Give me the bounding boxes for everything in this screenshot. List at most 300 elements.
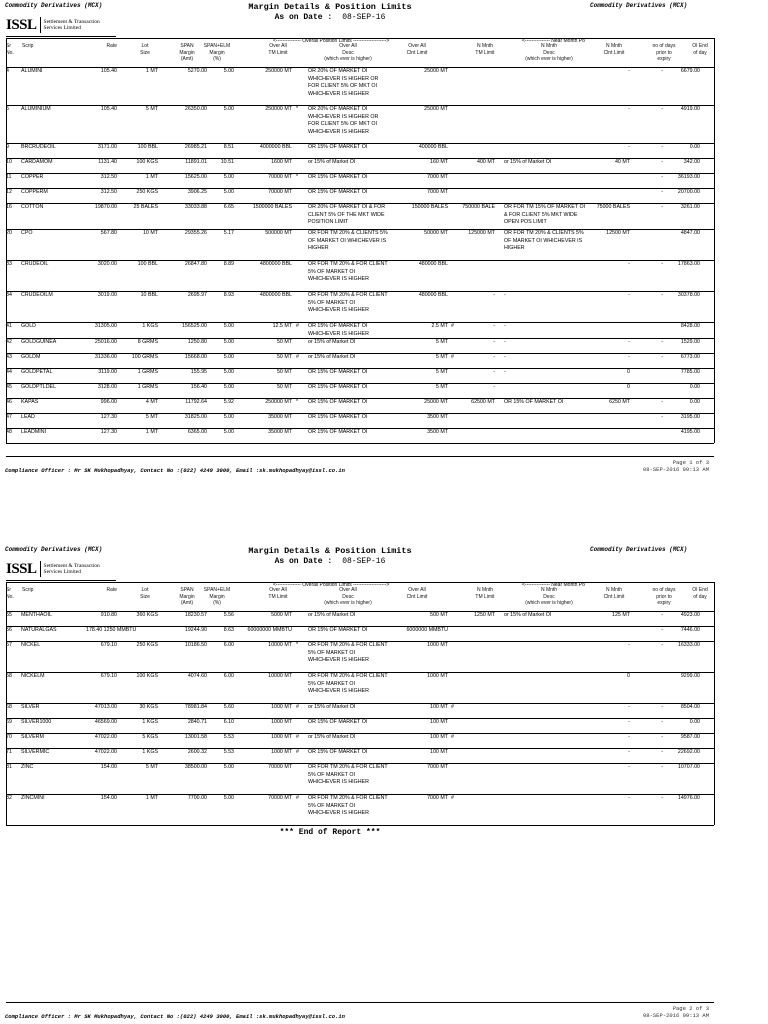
cell-oi: 8504.00 — [680, 704, 700, 710]
table-row — [6, 763, 714, 795]
cell-nmclnt: - — [628, 704, 630, 710]
cell-clnt: 7000 MT — [427, 189, 448, 195]
cell-scrip: COPPERM — [21, 189, 48, 195]
column-header-line: Lot — [141, 587, 149, 593]
column-header-line: N Mnth — [540, 587, 558, 593]
cell-days: - — [661, 159, 663, 165]
cell-rate: 47022.00 — [94, 749, 117, 755]
cell-span: 38500.00 — [184, 764, 207, 770]
cell-sr: 55 — [6, 612, 12, 618]
column-header-line: Margin — [179, 49, 195, 56]
cell-tm: 1000 MT — [271, 749, 292, 755]
cell-sr: 47 — [6, 414, 12, 420]
cell-tm: 250000 MT — [265, 106, 292, 112]
cell-sr: 57 — [6, 642, 12, 648]
cell-spanelm: 5.92 — [223, 399, 234, 405]
cell-tm: 35000 MT — [268, 414, 292, 420]
table-row — [6, 641, 714, 673]
cell-clnt: 5 MT — [435, 339, 448, 345]
cell-rate: 46569.00 — [94, 719, 117, 725]
cell-sr: 71 — [6, 749, 12, 755]
cell-rate: 3019.00 — [97, 292, 117, 298]
column-header-oi — [686, 43, 714, 56]
column-header-nm-tm — [466, 43, 504, 56]
cell-span: 15625.00 — [184, 174, 207, 180]
cell-rate: 312.50 — [100, 174, 117, 180]
cell-rate: 3119.00 — [98, 369, 117, 375]
cell-days: - — [661, 734, 663, 740]
table-row — [6, 368, 714, 384]
cell-span: 2695.97 — [187, 292, 207, 298]
logo-line-2: Services Limited — [43, 25, 81, 31]
cell-tm: 50 MT — [276, 369, 292, 375]
cell-tm: 4800000 BBL — [259, 261, 292, 267]
logo-mark: ISSL — [6, 560, 37, 577]
cell-clnt: 1000 MT — [427, 642, 448, 648]
cell-nmclnt: 0 — [627, 673, 630, 679]
cell-spanelm: 5.00 — [223, 384, 234, 390]
column-header-rate — [86, 587, 117, 594]
cell-scrip: GOLDGUINEA — [21, 339, 57, 345]
cell-scrip: SILVERM — [21, 734, 44, 740]
cell-scrip: GOLDPTLDEL — [21, 384, 57, 390]
cell-flag: * — [296, 399, 299, 405]
cell-days: - — [661, 627, 663, 633]
cell-nmdesc: OR 15% OF MARKET OI — [504, 399, 564, 405]
cell-sr: 44 — [6, 369, 12, 375]
cell-days: - — [661, 174, 663, 180]
cell-span: 2840.71 — [187, 719, 207, 725]
cell-clnt: 5 MT — [435, 384, 448, 390]
table-row — [6, 143, 714, 159]
cell-spanelm: 5.17 — [223, 230, 234, 236]
cell-nmtm: - — [493, 369, 495, 375]
column-header-line: SPAN+ELM — [203, 587, 231, 593]
column-header-nm-desc — [500, 587, 598, 607]
cell-days: - — [661, 292, 663, 298]
cell-nmtm: - — [493, 354, 495, 360]
cell-nmclnt: 125 MT — [612, 612, 630, 618]
cell-oi: 7785.00 — [680, 369, 700, 375]
table-row — [6, 67, 714, 106]
cell-lot: 5 MT — [145, 106, 158, 112]
table-right-border — [714, 38, 715, 443]
column-header-scrip — [22, 43, 62, 50]
cell-span: 26350.00 — [184, 106, 207, 112]
column-header-line: Over All — [408, 587, 426, 593]
cell-oi: 22692.00 — [677, 749, 700, 755]
cell-oi: 6679.00 — [680, 68, 700, 74]
page-number — [600, 459, 709, 473]
cell-tm: 5000 MT — [271, 612, 292, 618]
cell-spanelm: 5.60 — [223, 704, 234, 710]
cell-desc: OR FOR TM 20% & FOR CLIENT 5% OF MARKET OI WHICHEVER IS HIGHER — [308, 673, 388, 694]
logo-line-1: Settlement & Transaction — [43, 19, 100, 25]
cell-scrip: NICKELM — [21, 673, 45, 679]
cell-flag: # — [296, 323, 299, 329]
cell-sr: 42 — [6, 339, 12, 345]
column-header-line: OI End — [692, 587, 708, 593]
exchange-label-right: Commodity Derivatives (MCX) — [590, 2, 688, 9]
cell-desc: OR 20% OF MARKET OI WHICHEVER IS HIGHER OR FOR CLIENT 5% OF MKT OI WHICHEVER IS HIGHER — [308, 106, 379, 135]
column-header-line: Clnt Limit — [603, 593, 625, 600]
report-page-2 — [0, 544, 768, 1024]
print-timestamp: 08-SEP-2016 09:13 AM — [642, 1012, 709, 1019]
cell-scrip: CRUDEOILM — [21, 292, 53, 298]
cell-lot: 1 MT — [145, 429, 158, 435]
cell-days: - — [661, 704, 663, 710]
column-header-line: Clnt Limit — [406, 593, 428, 600]
cell-tm: 60000000 MMBTU — [247, 627, 292, 633]
page-number-text: Page 1 of 3 — [672, 459, 709, 466]
cell-scrip: COPPER — [21, 174, 44, 180]
column-header-line: SPAN+ELM — [203, 43, 231, 49]
exchange-label-right: Commodity Derivatives (MCX) — [590, 546, 688, 553]
cell-nmdesc: or 15% of Market OI — [504, 612, 552, 618]
cell-clnt: 25000 MT — [424, 399, 448, 405]
table-row — [6, 794, 714, 826]
column-header-nm-tm — [466, 587, 504, 600]
cell-spanelm: 6.65 — [223, 204, 234, 210]
column-header-line: TM Limit — [268, 593, 288, 600]
cell-clnt: 150000 BALES — [411, 204, 448, 210]
cell-rate: 105.40 — [100, 106, 117, 112]
cell-flag: * — [296, 642, 299, 648]
cell-oi: 4847.00 — [680, 230, 700, 236]
cell-spanelm: 5.00 — [223, 189, 234, 195]
cell-nmclnt: - — [628, 68, 630, 74]
cell-scrip: LEADMINI — [21, 429, 47, 435]
cell-rate: 996.00 — [100, 399, 117, 405]
cell-lot: 250 KGS — [136, 642, 158, 648]
cell-sr: 82 — [6, 795, 12, 801]
column-header-line: N Mnth — [540, 43, 558, 49]
cell-desc: or 15% of Market OI — [308, 704, 356, 710]
cell-lot: 4 MT — [145, 399, 158, 405]
column-header-nm-clnt — [592, 43, 636, 56]
column-header-line: of day — [693, 49, 707, 56]
cell-oi: 1529.00 — [680, 339, 700, 345]
column-header-tm-limit — [258, 587, 298, 600]
table-row — [6, 338, 714, 354]
cell-clflag: # — [451, 354, 454, 360]
cell-nmdesc: - — [504, 323, 506, 329]
column-header-line: (which ever is higher) — [324, 600, 372, 606]
cell-rate: 127.30 — [100, 429, 117, 435]
cell-nmclnt: 0 — [627, 369, 630, 375]
cell-span: 2600.32 — [187, 749, 207, 755]
cell-nmtm: 400 MT — [477, 159, 495, 165]
column-header-days — [640, 43, 688, 63]
cell-desc: OR 20% OF MARKET OI & FOR CLIENT 5% OF THE MKT WIDE POSITION LIMIT — [308, 204, 386, 225]
cell-span: 78981.84 — [184, 704, 207, 710]
cell-clnt: 500 MT — [430, 612, 448, 618]
cell-tm: 50 MT — [276, 339, 292, 345]
cell-spanelm: 5.00 — [223, 323, 234, 329]
cell-days: - — [661, 68, 663, 74]
cell-span: 10186.50 — [184, 642, 207, 648]
cell-tm: 500000 MT — [265, 230, 292, 236]
table-row — [6, 611, 714, 627]
cell-sr: 33 — [6, 261, 12, 267]
cell-spanelm: 5.00 — [223, 795, 234, 801]
logo-line-1: Settlement & Transaction — [43, 563, 100, 569]
cell-rate: 679.10 — [100, 673, 117, 679]
cell-desc: OR 15% OF MARKET OI — [308, 189, 368, 195]
cell-nmclnt: - — [628, 749, 630, 755]
column-header-line: Margin — [179, 593, 195, 600]
issl-logo — [6, 558, 116, 581]
cell-span: 19244.90 — [184, 627, 207, 633]
column-header-line: TM Limit — [475, 593, 495, 600]
cell-rate: 154.00 — [100, 795, 117, 801]
cell-tm: 1600 MT — [271, 159, 292, 165]
cell-flag: # — [296, 734, 299, 740]
cell-spanelm: 5.00 — [223, 68, 234, 74]
cell-desc: or 15% of Market OI — [308, 612, 356, 618]
cell-rate: 1131.40 — [98, 159, 117, 165]
cell-rate: 154.00 — [100, 764, 117, 770]
cell-tm: 10000 MT — [268, 673, 292, 679]
table-row — [6, 260, 714, 292]
logo-text — [44, 563, 100, 575]
cell-days: - — [661, 339, 663, 345]
cell-desc: OR 15% OF MARKET OI WHICHEVER IS HIGHER — [308, 323, 369, 337]
table-row — [6, 158, 714, 174]
cell-nmtm: 1250 MT — [474, 612, 495, 618]
cell-sr: 43 — [6, 354, 12, 360]
cell-sr: 45 — [6, 384, 12, 390]
cell-nmtm: - — [493, 384, 495, 390]
cell-rate: 3128.00 — [97, 384, 117, 390]
cell-days: - — [661, 204, 663, 210]
cell-desc: OR 15% OF MARKET OI — [308, 369, 368, 375]
cell-sr: 20 — [6, 230, 12, 236]
cell-flag: * — [296, 174, 299, 180]
column-header-overall-desc — [300, 43, 396, 63]
cell-spanelm: 8.93 — [223, 292, 234, 298]
table-row — [6, 173, 714, 189]
column-header-line: (which ever is higher) — [525, 56, 573, 62]
cell-tm: 10000 MT — [268, 642, 292, 648]
footer-divider — [6, 1002, 714, 1003]
cell-desc: OR FOR TM 20% & CLIENTS 5% OF MARKET OI WHICHEVER IS HIGHER — [308, 230, 388, 251]
cell-scrip: CRUDEOIL — [21, 261, 49, 267]
cell-spanelm: 6.10 — [223, 719, 234, 725]
table-row — [6, 428, 714, 444]
table-row — [6, 383, 714, 399]
cell-oi: 0.00 — [689, 719, 700, 725]
cell-oi: 4195.00 — [680, 429, 700, 435]
column-header-line: (Amt) — [180, 600, 194, 606]
column-header-line: OI End — [692, 43, 708, 49]
cell-oi: 3261.00 — [680, 204, 700, 210]
cell-tm: 250000 MT — [265, 399, 292, 405]
column-header-line: Over All — [269, 587, 287, 593]
column-header-line: N Mnth — [476, 587, 494, 593]
cell-desc: or 15% of Market OI — [308, 159, 356, 165]
cell-days: - — [661, 764, 663, 770]
cell-clnt: 2.5 MT — [431, 323, 448, 329]
cell-nmdesc: OR FOR TM 15% OF MARKET OI & FOR CLIENT 5% MKT WIDE OPEN POS LIMIT — [504, 204, 586, 225]
column-header-span — [172, 587, 202, 607]
cell-span: 156.40 — [190, 384, 207, 390]
cell-nmclnt: - — [628, 144, 630, 150]
column-header-line: Over All — [269, 43, 287, 49]
cell-desc: OR 15% OF MARKET OI — [308, 749, 368, 755]
column-header-line: SPAN — [180, 587, 194, 593]
cell-scrip: ZINC — [21, 764, 34, 770]
cell-scrip: MENTHAOIL — [21, 612, 52, 618]
cell-nmclnt: - — [628, 642, 630, 648]
column-header-sr — [6, 587, 20, 600]
cell-span: 15668.00 — [184, 354, 207, 360]
cell-clflag: # — [451, 734, 454, 740]
cell-lot: 1 GRMS — [137, 384, 158, 390]
cell-sr: 68 — [6, 704, 12, 710]
cell-desc: or 15% of Market OI — [308, 354, 356, 360]
cell-nmdesc: OR FOR TM 20% & CLIENTS 5% OF MARKET OI WHICHEVER IS HIGHER — [504, 230, 584, 251]
cell-sr: 12 — [6, 189, 12, 195]
column-header-lot — [130, 43, 160, 56]
cell-rate: 47013.00 — [94, 704, 117, 710]
cell-oi: 9299.00 — [680, 673, 700, 679]
cell-oi: 16333.00 — [677, 642, 700, 648]
cell-oi: 10707.00 — [677, 764, 700, 770]
cell-sr: 10 — [6, 159, 12, 165]
column-header-sr — [6, 43, 20, 56]
cell-days: - — [661, 719, 663, 725]
cell-scrip: CARDAMOM — [21, 159, 53, 165]
logo-text — [44, 19, 100, 31]
cell-spanelm: 5.00 — [223, 174, 234, 180]
cell-lot: 1 KGS — [142, 749, 158, 755]
column-header-line: Desc — [543, 593, 555, 600]
cell-tm: 4000000 BBL — [259, 144, 292, 150]
cell-oi: 7446.00 — [680, 627, 700, 633]
column-header-line: Rate — [106, 43, 117, 49]
cell-nmtm: 125000 MT — [468, 230, 495, 236]
cell-nmclnt: 12500 MT — [606, 230, 630, 236]
cell-nmdesc: - — [504, 369, 506, 375]
cell-nmtm: - — [493, 292, 495, 298]
column-header-line: SPAN — [180, 43, 194, 49]
cell-scrip: COTTON — [21, 204, 44, 210]
cell-clnt: 100 MT — [430, 749, 448, 755]
near-month-group-label: <--------------- Near Month Po — [522, 38, 585, 44]
table-row — [6, 203, 714, 230]
cell-flag: # — [296, 704, 299, 710]
cell-clflag: # — [451, 323, 454, 329]
cell-desc: or 15% of Market OI — [308, 339, 356, 345]
column-header-rate — [86, 43, 117, 50]
table-row — [6, 291, 714, 323]
column-header-days — [640, 587, 688, 607]
cell-desc: OR 15% OF MARKET OI — [308, 399, 368, 405]
column-header-line: Scrip — [22, 43, 34, 49]
compliance-officer: Compliance Officer : Mr SK Mukhopadhyay, Contact No :(022) 4249 3000, Email :sk.mukhopadhyay@issl.co.in — [5, 1013, 345, 1020]
column-header-line: (Amt) — [180, 56, 194, 62]
cell-rate: 105.40 — [100, 68, 117, 74]
cell-nmtm: 62500 MT — [471, 399, 495, 405]
cell-oi: 8428.00 — [680, 323, 700, 329]
column-header-line: Desc — [342, 593, 354, 600]
cell-rate: 679.10 — [100, 642, 117, 648]
cell-lot: 1 KGS — [142, 719, 158, 725]
page-number — [600, 1005, 709, 1019]
column-header-line: of day — [693, 593, 707, 600]
cell-lot: 360 KGS — [136, 612, 158, 618]
cell-span: 3906.25 — [187, 189, 207, 195]
cell-nmclnt: - — [628, 764, 630, 770]
column-header-line: Sr — [6, 587, 11, 593]
cell-clnt: 7000 MT — [427, 795, 448, 801]
cell-sr: 11 — [6, 174, 12, 180]
cell-span: 7700.00 — [187, 795, 207, 801]
cell-desc: OR 15% OF MARKET OI — [308, 174, 368, 180]
print-timestamp: 08-SEP-2016 09:13 AM — [642, 466, 709, 473]
cell-spanelm: 5.00 — [223, 414, 234, 420]
column-header-line: no of days — [652, 587, 676, 593]
cell-span: 5270.00 — [187, 68, 207, 74]
cell-spanelm: 8.89 — [223, 261, 234, 267]
cell-lot: 100 GRMS — [131, 354, 158, 360]
column-header-line: prior to — [656, 593, 672, 600]
cell-desc: OR FOR TM 20% & FOR CLIENT 5% OF MARKET OI WHICHEVER IS HIGHER — [308, 642, 388, 663]
cell-rate: 567.80 — [100, 230, 117, 236]
cell-oi: 17863.00 — [677, 261, 700, 267]
column-header-nm-desc — [500, 43, 598, 63]
table-row — [6, 672, 714, 704]
cell-span: 6365.00 — [187, 429, 207, 435]
column-header-line: (%) — [213, 600, 221, 606]
cell-tm: 50 MT — [276, 354, 292, 360]
compliance-officer: Compliance Officer : Mr SK Mukhopadhyay, Contact No :(022) 4249 3000, Email :sk.mukhopadhyay@issl.co.in — [5, 467, 345, 474]
cell-scrip: KAPAS — [21, 399, 39, 405]
cell-nmclnt: 6250 MT — [609, 399, 630, 405]
column-header-line: Over All — [339, 43, 357, 49]
table-row — [6, 703, 714, 719]
cell-desc: OR 15% OF MARKET OI — [308, 384, 368, 390]
cell-span: 11792.64 — [185, 399, 207, 405]
page-number-text: Page 2 of 3 — [672, 1005, 709, 1012]
cell-lot: 5 KGS — [142, 734, 158, 740]
column-header-clnt-limit — [396, 43, 438, 56]
cell-oi: 3195.00 — [680, 414, 700, 420]
cell-rate: 19870.00 — [94, 204, 117, 210]
cell-spanelm: 5.00 — [223, 106, 234, 112]
cell-nmtm: 750000 BALE — [462, 204, 495, 210]
cell-scrip: SILVERMIC — [21, 749, 50, 755]
cell-lot: 100 BBL — [137, 261, 158, 267]
cell-desc: OR FOR TM 20% & FOR CLIENT 5% OF MARKET OI WHICHEVER IS HIGHER — [308, 261, 388, 282]
cell-oi: 30378.00 — [677, 292, 700, 298]
cell-flag: * — [296, 106, 299, 112]
cell-tm: 4800000 BBL — [259, 292, 292, 298]
cell-rate: 127.30 — [100, 414, 117, 420]
cell-tm: 70000 MT — [268, 174, 292, 180]
as-on-date — [180, 557, 480, 566]
column-header-line: Over All — [339, 587, 357, 593]
cell-desc: or 15% of Market OI — [308, 734, 356, 740]
cell-span: 31825.00 — [184, 414, 207, 420]
cell-rate: 178.40 1250 MMBTU — [86, 627, 137, 633]
cell-span: 26985.21 — [184, 144, 207, 150]
table-row — [6, 322, 714, 339]
column-header-line: TM Limit — [475, 49, 495, 56]
cell-nmclnt: - — [628, 795, 630, 801]
cell-span: 26847.80 — [184, 261, 207, 267]
